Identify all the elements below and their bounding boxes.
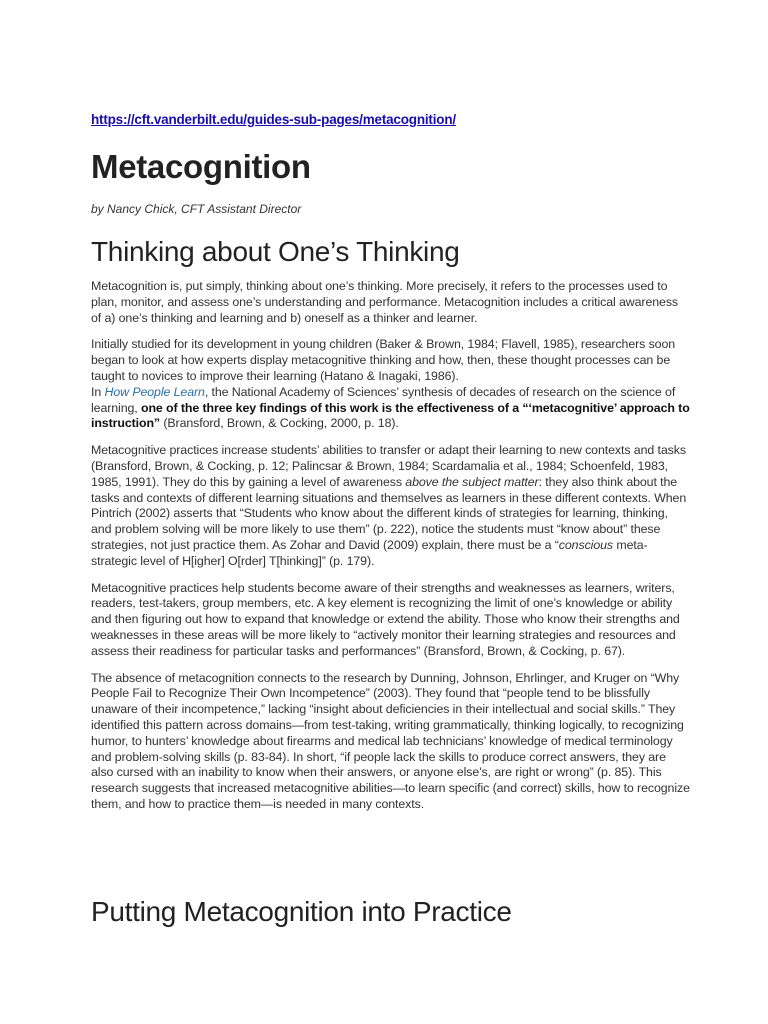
- byline: by Nancy Chick, CFT Assistant Director: [91, 202, 302, 216]
- paragraph-3-text-a: Metacognitive practices increase students’ abilities to transfer or adapt their learning to new contexts and tasks (Bransford, Brown, & Cocking, p. 12; Palincsar & Brown, 1984; Scardamalia et al., 1984; Schoenfeld, 1983, 1985, 1991). They do this by gaining a level of awareness: [91, 443, 686, 489]
- section-heading-thinking: Thinking about One’s Thinking: [91, 236, 460, 267]
- section-heading-practice: Putting Metacognition into Practice: [91, 896, 512, 927]
- paragraph-3-italic-conscious: conscious: [558, 537, 613, 552]
- paragraph-2: [91, 337, 691, 432]
- paragraph-3: [91, 443, 691, 569]
- paragraph-3-italic-subject-matter: above the subject matter: [405, 474, 539, 489]
- paragraph-2-text-c: (Bransford, Brown, & Cocking, 2000, p. 18).: [160, 416, 399, 431]
- section-body: [91, 279, 691, 824]
- how-people-learn-link[interactable]: How People Learn: [104, 384, 205, 399]
- paragraph-2-text-a: Initially studied for its development in young children (Baker & Brown, 1984; Flavell, 1985), researchers soon began to look at how experts display metacognitive thinking and how, then, these thought processes can be taught to novices to improve their learning (Hatano & Inagaki, 1986).: [91, 337, 676, 383]
- paragraph-3-text-b: : they also think about the tasks and contexts of different learning situations and themselves as learners in these different contexts. When Pintrich (2002) asserts that “Students who know about the different kinds of strategies for learning, thinking, and problem solving will be more likely to use them” (p. 222), notice the students must “know about” these strategies, not just practice them. As Zohar and David (2009) explain, there must be a “: [91, 474, 687, 552]
- paragraph-3-text-c: meta-strategic level of H[igher] O[rder] T[hinking]” (p. 179).: [91, 537, 648, 568]
- paragraph-2-text-b: , the National Academy of Sciences’ synthesis of decades of research on the science of learning,: [91, 384, 676, 415]
- paragraph-2-key-finding: one of the three key findings of this work is the effectiveness of a “‘metacognitive’ approach to instruction”: [91, 400, 690, 431]
- paragraph-1: Metacognition is, put simply, thinking about one’s thinking. More precisely, it refers to the processes used to plan, monitor, and assess one’s understanding and performance. Metacognition includes a critical awareness of a) one’s thinking and learning and b) oneself as a thinker and learner.: [91, 279, 679, 325]
- paragraph-4: Metacognitive practices help students become aware of their strengths and weaknesses as learners, writers, readers, test-takers, group members, etc. A key element is recognizing the limit of one’s knowledge or ability and then figuring out how to expand that knowledge or extend the ability. Those who know their strengths and weaknesses in these areas will be more likely to “actively monitor their learning strategies and resources and assess their readiness for particular tasks and performances” (Bransford, Brown, & Cocking, p. 67).: [91, 580, 680, 658]
- source-url-link[interactable]: https://cft.vanderbilt.edu/guides-sub-pages/metacognition/: [91, 112, 456, 127]
- page-title: Metacognition: [91, 148, 311, 185]
- paragraph-5: The absence of metacognition connects to the research by Dunning, Johnson, Ehrlinger, and Kruger on “Why People Fail to Recognize Their Own Incompetence” (2003). They found that “people tend to be blissfully unaware of their incompetence,” lacking “insight about deficiencies in their intellectual and social skills.” They identified this pattern across domains—from test-taking, writing grammatically, thinking logically, to recognizing humor, to hunters’ knowledge about firearms and medical lab technicians’ knowledge of medical terminology and problem-solving skills (p. 83-84). In short, “if people lack the skills to produce correct answers, they are also cursed with an inability to know when their answers, or anyone else’s, are right or wrong” (p. 85). This research suggests that increased metacognitive abilities—to learn specific (and correct) skills, how to recognize them, and how to practice them—is needed in many contexts.: [91, 670, 690, 811]
- paragraph-2-in: In: [91, 384, 105, 399]
